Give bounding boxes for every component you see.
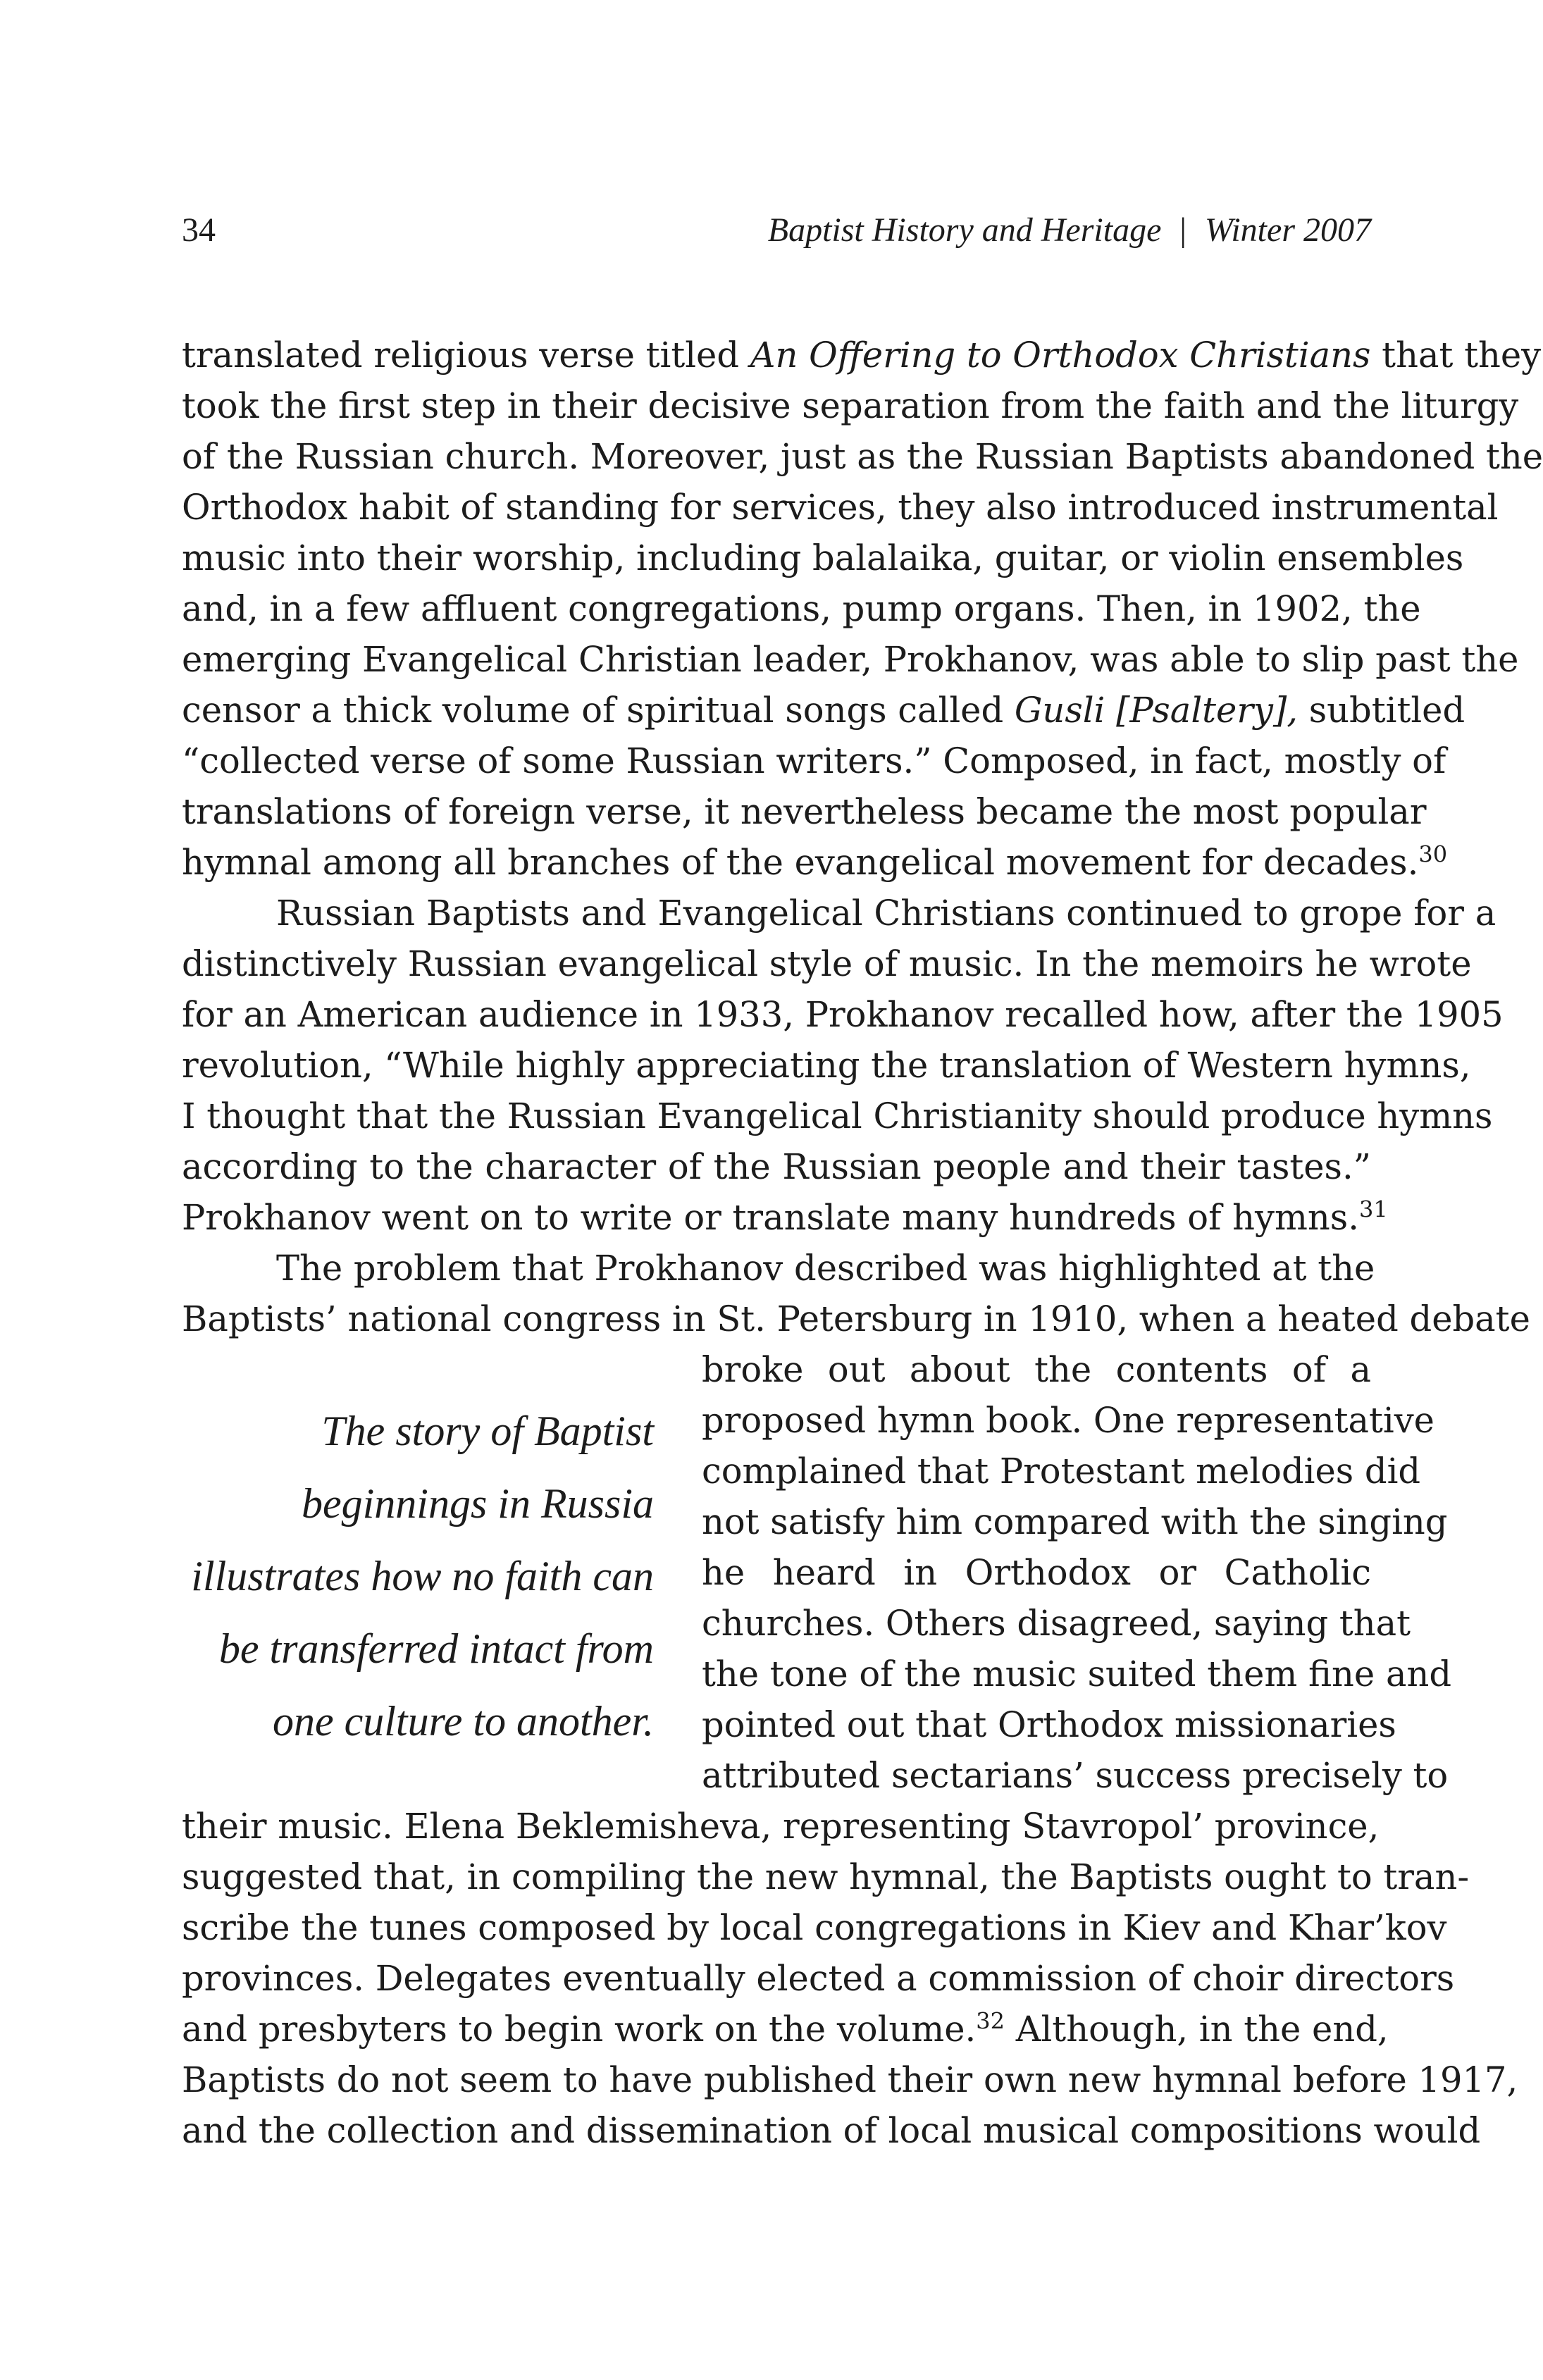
body-line: and presbyters to begin work on the volume.$^{32}$ Although, in the end, <box>182 2007 1389 2050</box>
body-line: and the collection and dissemination of local musical compositions would <box>182 2110 1481 2151</box>
body-line: hymnal among all branches of the evangelical movement for decades.$^{30}$ <box>182 841 1448 883</box>
body-line: music into their worship, including balalaika, guitar, or violin ensembles <box>182 538 1464 578</box>
body-line: and, in a few affluent congregations, pump organs. Then, in 1902, the <box>182 588 1421 629</box>
body-line: suggested that, in compiling the new hymnal, the Baptists ought to tran- <box>182 1857 1470 1897</box>
body-line: provinces. Delegates eventually elected a commission of choir directors <box>182 1958 1455 1999</box>
header-separator: | <box>1179 211 1186 249</box>
body-line: of the Russian church. Moreover, just as the Russian Baptists abandoned the <box>182 436 1543 477</box>
body-line: complained that Protestant melodies did <box>702 1451 1421 1492</box>
journal-title-header <box>768 206 1371 255</box>
body-line: proposed hymn book. One representative <box>702 1400 1434 1441</box>
body-line: according to the character of the Russian people and their tastes.” <box>182 1146 1371 1187</box>
body-line: censor a thick volume of spiritual songs called Gusli [Psaltery], subtitled <box>182 690 1465 731</box>
body-line: emerging Evangelical Christian leader, Prokhanov, was able to slip past the <box>182 639 1519 680</box>
body-line: for an American audience in 1933, Prokhanov recalled how, after the 1905 <box>182 994 1504 1035</box>
body-line: Baptists do not seem to have published their own new hymnal before 1917, <box>182 2059 1518 2100</box>
pull-quote-line: be transferred intact from <box>218 1625 654 1672</box>
pull-quote-line: illustrates how no faith can <box>191 1553 654 1599</box>
body-line: not satisfy him compared with the singing <box>702 1501 1448 1542</box>
title-italic: An Offering to Orthodox Christians <box>750 335 1371 376</box>
title-italic: Gusli [Psaltery], <box>1014 690 1299 731</box>
body-line: churches. Others disagreed, saying that <box>702 1603 1411 1644</box>
body-line: Orthodox habit of standing for services, they also introduced instrumental <box>182 487 1499 528</box>
body-line: broke out about the contents of a <box>702 1349 1371 1390</box>
body-line: “collected verse of some Russian writers.” Composed, in fact, mostly of <box>182 740 1446 781</box>
body-line: I thought that the Russian Evangelical Christianity should produce hymns <box>182 1096 1493 1136</box>
body-line: Russian Baptists and Evangelical Christians continued to grope for a <box>276 893 1496 934</box>
footnote-ref: 30 <box>1418 841 1448 868</box>
body-line: attributed sectarians’ success precisely to <box>702 1755 1449 1796</box>
body-line: translated religious verse titled An Offering to Orthodox Christians that they <box>182 335 1542 376</box>
issue-date: Winter 2007 <box>1205 211 1371 249</box>
body-line: distinctively Russian evangelical style of music. In the memoirs he wrote <box>182 943 1472 984</box>
body-line: Prokhanov went on to write or translate many hundreds of hymns.$^{31}$ <box>182 1196 1388 1238</box>
body-line: took the first step in their decisive separation from the faith and the liturgy <box>182 385 1519 426</box>
body-line: pointed out that Orthodox missionaries <box>702 1704 1396 1745</box>
page-number: 34 <box>182 211 216 249</box>
footnote-ref: 31 <box>1358 1196 1388 1223</box>
body-line: their music. Elena Beklemisheva, representing Stavropol’ province, <box>182 1806 1380 1847</box>
body-line: The problem that Prokhanov described was highlighted at the <box>276 1248 1375 1289</box>
body-line: he heard in Orthodox or Catholic <box>702 1552 1371 1593</box>
body-line: revolution, “While highly appreciating the translation of Western hymns, <box>182 1045 1471 1086</box>
body-line: scribe the tunes composed by local congregations in Kiev and Khar’kov <box>182 1907 1447 1948</box>
running-head <box>182 206 1371 255</box>
footnote-ref: 32 <box>976 2007 1005 2035</box>
pull-quote <box>182 1395 654 1758</box>
pull-quote-line: one culture to another. <box>272 1698 654 1744</box>
pull-quote-line: The story of Baptist <box>321 1408 654 1454</box>
body-line: the tone of the music suited them fine and <box>702 1654 1452 1694</box>
body-line: Baptists’ national congress in St. Petersburg in 1910, when a heated debate <box>182 1299 1530 1339</box>
body-line: translations of foreign verse, it nevertheless became the most popular <box>182 791 1427 832</box>
journal-title: Baptist History and Heritage <box>767 211 1162 249</box>
pull-quote-line: beginnings in Russia <box>301 1480 654 1527</box>
